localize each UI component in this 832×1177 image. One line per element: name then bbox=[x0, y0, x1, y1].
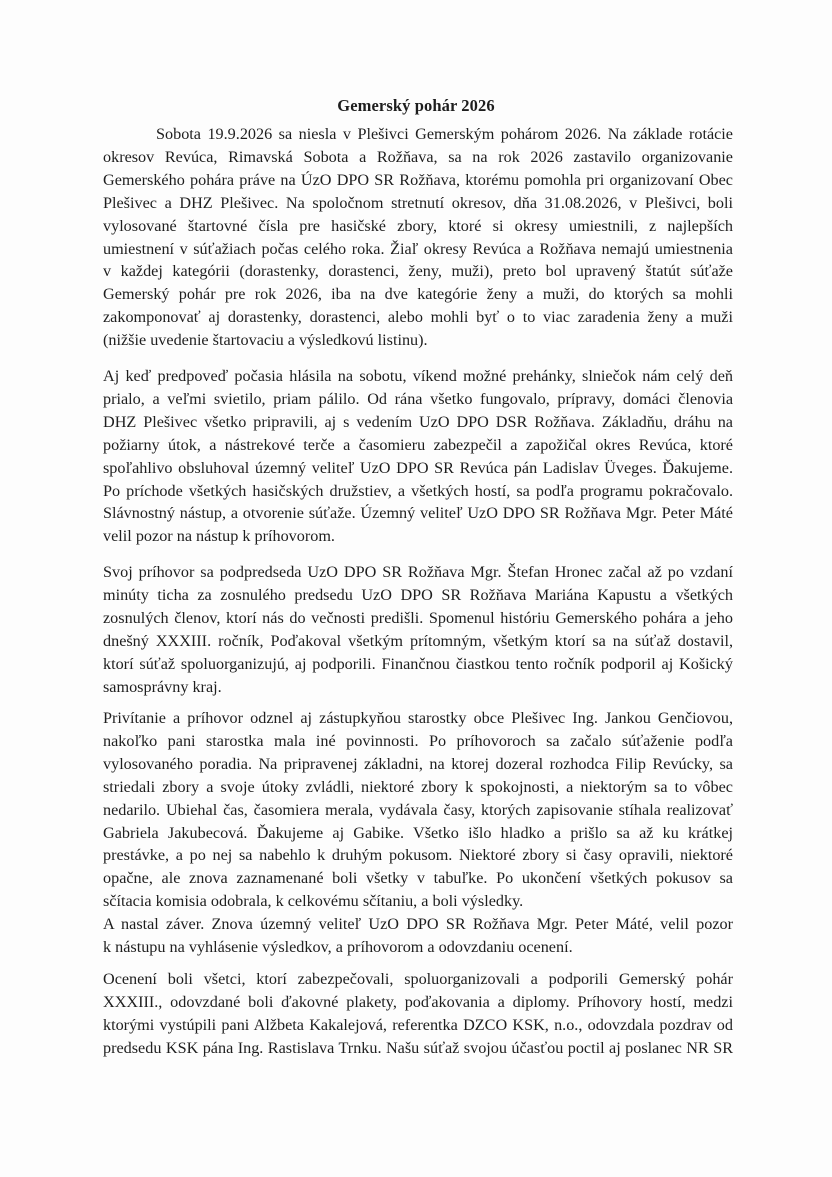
paragraph-line: k nástupu na vyhlásenie výsledkov, a príhovorom a odovzdaniu ocenení. bbox=[103, 937, 573, 956]
paragraph-4 bbox=[103, 707, 733, 913]
paragraph-line: vylosovaného poradia. Na pripravenej základni, na ktorej dozeral rozhodca Filip Revúcky, sa bbox=[103, 754, 733, 773]
paragraph-line: striedali zbory a svoje útoky zvládli, niektoré zbory k spokojnosti, a niektorým sa to vôbec bbox=[103, 777, 733, 796]
paragraph-line: spoľahlivo obsluhoval územný veliteľ UzO DPO SR Revúca pán Ladislav Üveges. Ďakujeme. bbox=[103, 458, 733, 477]
paragraph-line: Slávnostný nástup, a otvorenie súťaže. Územný veliteľ UzO DPO SR Rožňava Mgr. Peter Máté bbox=[103, 504, 733, 523]
paragraph-line: Aj keď predpoveď počasia hlásila na sobotu, víkend možné prehánky, slniečok nám celý deň bbox=[103, 367, 733, 385]
paragraph-2 bbox=[103, 365, 733, 548]
paragraph-line: umiestnení v súťažiach počas celého roka. Žiaľ okresy Revúca a Rožňava nemajú umiestnenia bbox=[103, 239, 733, 258]
paragraph-line: minúty ticha za zosnulého predsedu UzO DPO SR Rožňava Mariána Kapustu a všetkých bbox=[103, 585, 733, 604]
paragraph-line: Gabriela Jakubecová. Ďakujeme aj Gabike. Všetko išlo hladko a prišlo sa až ku krátkej bbox=[103, 823, 733, 842]
paragraph-line: Sobota 19.9.2026 sa niesla v Plešivci Gemerským pohárom 2026. Na základe rotácie bbox=[156, 125, 733, 143]
paragraph-5 bbox=[103, 913, 733, 959]
paragraph-line: ktorými vystúpili pani Alžbeta Kakalejová, referentka DZCO KSK, n.o., odovzdala pozdrav od bbox=[103, 1015, 733, 1034]
paragraph-line: Plešivec a DHZ Plešivec. Na spoločnom stretnutí okresov, dňa 31.08.2026, v Plešivci, boli bbox=[103, 193, 733, 212]
paragraph-line: Gemerský pohár pre rok 2026, iba na dve kategórie ženy a muži, do ktorých sa mohli bbox=[103, 285, 733, 304]
paragraph-line: XXXIII., odovzdané boli ďakovné plakety, poďakovania a diplomy. Príhovory hostí, medzi bbox=[103, 992, 733, 1011]
paragraph-line: predsedu KSK pána Ing. Rastislava Trnku. Našu súťaž svojou účasťou poctil aj poslanec NR SR bbox=[103, 1038, 733, 1057]
paragraph-6 bbox=[103, 968, 733, 1060]
paragraph-line: požiarny útok, a nástrekové terče a časomieru zabezpečil a zapožičal okres Revúca, ktoré bbox=[103, 435, 733, 454]
paragraph-line: zosnulých členov, ktorí nás do večnosti predišli. Spomenul históriu Gemerského pohára a jeho bbox=[103, 608, 733, 627]
paragraph-line: v každej kategórii (dorastenky, dorastenci, ženy, muži), preto bol upravený štatút súťaže bbox=[103, 262, 733, 281]
paragraph-line: prialo, a veľmi svietilo, priam pálilo. Od rána všetko fungovalo, prípravy, domáci členovia bbox=[103, 389, 733, 408]
paragraph-line: samosprávny kraj. bbox=[103, 677, 222, 696]
paragraph-line: DHZ Plešivec všetko pripravili, aj s vedením UzO DPO DSR Rožňava. Základňu, dráhu na bbox=[103, 412, 733, 431]
paragraph-line: ktorí súťaž spoluorganizujú, aj podporili. Finančnou čiastkou tento ročník podporil aj Košický bbox=[103, 654, 733, 673]
paragraph-line: dnešný XXXIII. ročník, Poďakoval všetkým prítomným, všetkým ktorí sa na súťaž dostavil, bbox=[103, 631, 733, 650]
paragraph-line: okresov Revúca, Rimavská Sobota a Rožňava, sa na rok 2026 zastavilo organizovanie bbox=[103, 147, 733, 166]
paragraph-line: Svoj príhovor sa podpredseda UzO DPO SR Rožňava Mgr. Štefan Hronec začal až po vzdaní bbox=[103, 563, 733, 581]
paragraph-line: Po príchode všetkých hasičských družstiev, a všetkých hostí, sa podľa programu pokračovalo. bbox=[103, 481, 733, 500]
paragraph-line: prestávke, a po nej sa nabehlo k druhým pokusom. Niektoré zbory si časy opravili, niektoré bbox=[103, 846, 733, 865]
paragraph-line: nedarilo. Ubiehal čas, časomiera merala, vydávala časy, ktorých zapisovanie stíhala realizovať bbox=[103, 800, 733, 819]
document-title: Gemerský pohár 2026 bbox=[337, 96, 495, 115]
paragraph-line: Gemerského pohára práve na ÚzO DPO SR Rožňava, ktorému pomohla pri organizovaní Obec bbox=[103, 170, 733, 189]
paragraph-1 bbox=[103, 123, 733, 352]
paragraph-line: Ocenení boli všetci, ktorí zabezpečovali, spoluorganizovali a podporili Gemerský pohár bbox=[103, 970, 733, 988]
paragraph-line: (nižšie uvedenie štartovaciu a výsledkovú listinu). bbox=[103, 331, 428, 350]
paragraph-line: velil pozor na nástup k príhovorom. bbox=[103, 527, 335, 546]
paragraph-line: sčítacia komisia odobrala, k celkovému sčítaniu, a boli výsledky. bbox=[103, 892, 524, 911]
paragraph-3 bbox=[103, 561, 733, 698]
paragraph-line: vylosované štartovné čísla pre hasičské zbory, ktoré si okresy umiestnili, z najlepších bbox=[103, 216, 733, 235]
paragraph-line: nakoľko pani starostka mala iné povinnosti. Po príhovoroch sa začalo súťaženie podľa bbox=[103, 731, 733, 750]
paragraph-line: opačne, ale znova zaznamenané boli všetky v tabuľke. Po ukončení všetkých pokusov sa bbox=[103, 869, 733, 888]
paragraph-line: zakomponovať aj dorastenky, dorastenci, alebo mohli byť o to viac zaradenia ženy a muži bbox=[103, 308, 733, 327]
paragraph-line: Privítanie a príhovor odznel aj zástupkyňou starostky obce Plešivec Ing. Jankou Genčiovou, bbox=[103, 709, 733, 727]
paragraph-line: A nastal záver. Znova územný veliteľ UzO DPO SR Rožňava Mgr. Peter Máté, velil pozor bbox=[103, 915, 733, 933]
